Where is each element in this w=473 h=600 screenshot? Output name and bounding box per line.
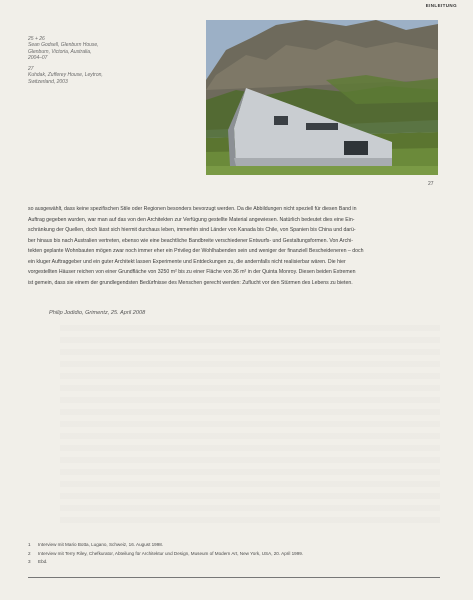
footnote-text: Interview mit Terry Riley, Chefkurator, Abteilung für Architektur und Design, Museum of Modern Art, New York, USA, 20. April 1999.: [38, 550, 304, 556]
body-line: schränkung der Quellen, doch lässt sich hiermit durchaus leben, immerhin sind Länder von Kanada bis Chile, von Spanien bis China und darü-: [28, 227, 356, 233]
house-photo-illustration: [206, 20, 438, 175]
footnote-number: 2: [28, 550, 31, 556]
house-photo: [206, 20, 438, 175]
body-line: Auftrag gegeben wurden, war man auf das von den Architekten zur Verfügung gestellte Material angewiesen. Natürlich bedeutet dies eine Ein-: [28, 216, 355, 223]
body-line: ist gemein, dass sie einem der grundlegendsten Bedürfnisse des Menschen gerecht werden: Zuflucht vor den Stürmen des Lebens zu bieten.: [28, 279, 353, 286]
body-paragraph: [28, 204, 441, 288]
bottom-rule: [28, 577, 440, 578]
footnote-text: Ebd.: [38, 559, 48, 565]
footnote-number: 1: [28, 542, 31, 547]
body-line: vorgestellten Häuser reichen von einer Grundfläche von 3250 m² bis zu einer Fläche von 36 m² in der Quinta Monroy. Diesen beiden Extremen: [28, 269, 356, 275]
caption-25-26: 25 + 26 Sean Godsell, Glenburn House, Glenburn, Victoria, Australia, 2004–07: [28, 36, 99, 61]
footnotes: [28, 541, 448, 567]
body-line: ein kluger Auftraggeber und ein guter Architekt lassen Experimente und Entdeckungen zu, die andernfalls nicht realisierbar wären. Die hier: [28, 258, 346, 265]
photo-captions: [28, 36, 178, 90]
bleed-through-shadow: [60, 325, 440, 525]
section-header: EINLEITUNG: [425, 3, 457, 8]
author-signature: Philip Jodidio, Grimentz, 25. April 2008: [49, 310, 146, 316]
caption-27: 27 Kuhdak, Zufferey House, Leytron, Switzerland, 2003: [28, 66, 103, 85]
body-line: so ausgewählt, dass keine spezifischen Stile oder Regionen besonders bevorzugt werden. Da die Abbildungen nicht speziell für diesen Band in: [28, 206, 357, 212]
footnote-text: Interview mit Mario Botta, Lugano, Schweiz, 16. August 1998.: [38, 542, 164, 547]
footnote: [28, 541, 448, 550]
footnote: [28, 550, 448, 559]
body-line: ber hinaus bis nach Australien vertreten, ebenso wie eine beachtliche Bandbreite verschiedener Entwurfs- und Gestaltungsformen. Von Archi-: [28, 237, 353, 244]
footnote: [28, 558, 448, 567]
body-line: tekten geplante Wohnbauten mögen zwar noch immer eher ein Privileg der Wohlhabenden sein und weniger der finanziell Bescheideneren – doch: [28, 248, 364, 254]
page-number: 27: [428, 181, 434, 187]
footnote-number: 3: [28, 559, 31, 565]
